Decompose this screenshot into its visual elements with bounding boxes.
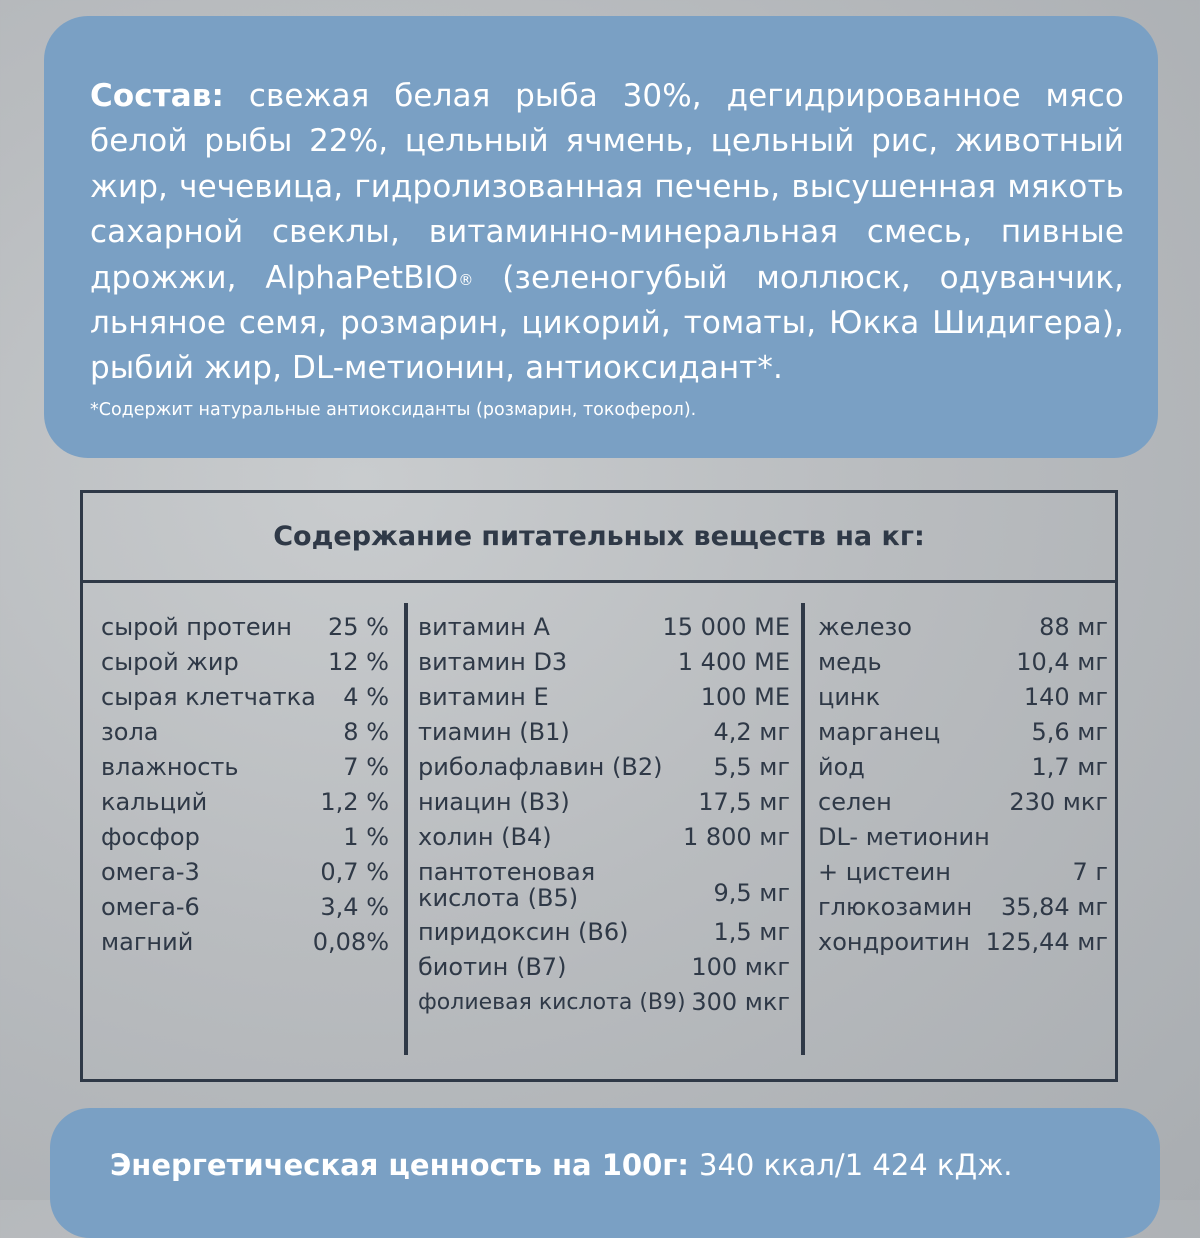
nutrient-value: 35,84 мг (1000, 893, 1108, 921)
nutrient-name: витамин Е (418, 683, 549, 711)
nutrient-value: 5,6 мг (1031, 718, 1108, 746)
nutrient-name: влажность (101, 753, 239, 781)
nutrient-row (418, 645, 790, 680)
nutrient-value: 125,44 мг (985, 928, 1108, 956)
energy-label: Энергетическая ценность на 100г: (110, 1148, 690, 1182)
nutrient-name: тиамин (В1) (418, 718, 570, 746)
nutrient-row (818, 925, 1108, 960)
composition-panel (44, 16, 1158, 458)
nutrient-row (818, 610, 1108, 645)
nutrients-title: Содержание питательных веществ на кг: (83, 493, 1115, 583)
column-divider (404, 603, 408, 1055)
column-divider (801, 603, 805, 1055)
nutrient-value: 4,2 мг (713, 718, 790, 746)
nutrient-name: витамин D3 (418, 648, 568, 676)
nutrient-name: омега-3 (101, 858, 200, 886)
nutrient-name: DL- метионин (818, 823, 990, 851)
nutrient-name: пантотеновая кислота (В5) (418, 858, 596, 912)
registered-mark: ® (458, 270, 474, 289)
nutrient-name: йод (818, 753, 865, 781)
nutrient-name: кальций (101, 788, 208, 816)
nutrient-row (101, 785, 389, 820)
nutrient-value: 3,4 % (320, 893, 389, 921)
nutrient-row (418, 950, 790, 985)
composition-footnote: *Содержит натуральные антиоксиданты (розмарин, токоферол). (90, 399, 697, 420)
nutrient-name: сырой протеин (101, 613, 292, 641)
nutrients-column-2 (418, 610, 790, 1020)
nutrient-value: 0,08% (312, 928, 389, 956)
nutrient-value: 1 800 мг (682, 823, 790, 851)
nutrient-row (101, 645, 389, 680)
nutrient-name: сырой жир (101, 648, 239, 676)
nutrient-name: пиридоксин (В6) (418, 918, 629, 946)
nutrient-row (101, 610, 389, 645)
nutrient-name: селен (818, 788, 892, 816)
composition-label: Состав: (90, 78, 225, 114)
nutrient-value: 1 400 МЕ (677, 648, 790, 676)
energy-panel (50, 1108, 1160, 1238)
nutrients-column-3 (818, 610, 1108, 960)
nutrient-value: 7 % (343, 753, 389, 781)
nutrient-value: 100 МЕ (700, 683, 790, 711)
nutrient-name: фолиевая кислота (В9) (418, 990, 686, 1015)
nutrient-row (818, 890, 1108, 925)
nutrients-table (80, 490, 1118, 1082)
nutrient-row (818, 750, 1108, 785)
nutrient-row (101, 750, 389, 785)
nutrient-row (101, 680, 389, 715)
nutrient-name: фосфор (101, 823, 200, 851)
nutrient-row (101, 925, 389, 960)
nutrient-name: сырая клетчатка (101, 683, 316, 711)
nutrient-value: 230 мкг (1009, 788, 1108, 816)
nutrient-name: зола (101, 718, 159, 746)
nutrient-name: цинк (818, 683, 881, 711)
nutrient-row (101, 820, 389, 855)
nutrient-value: 1,5 мг (713, 918, 790, 946)
nutrient-name: хондроитин (818, 928, 970, 956)
nutrient-row (418, 820, 790, 855)
nutrient-value: 25 % (328, 613, 389, 641)
nutrient-name: витамин А (418, 613, 550, 641)
nutrient-row (818, 820, 1108, 855)
nutrient-name: магний (101, 928, 194, 956)
nutrient-name: риболафлавин (В2) (418, 753, 663, 781)
nutrient-value: 1,7 мг (1031, 753, 1108, 781)
nutrient-row (818, 785, 1108, 820)
composition-ingredients-part2: (зеленогубый моллюск, одуванчик, льняное семя, розмарин, цикорий, томаты, Юкка Шидигера), рыбий жир, DL-метионин, антиоксидант*. (90, 259, 1124, 387)
nutrient-value: 17,5 мг (698, 788, 790, 816)
nutrient-value: 15 000 МЕ (662, 613, 790, 641)
nutrient-row (818, 680, 1108, 715)
nutrient-name: марганец (818, 718, 941, 746)
nutrients-column-1 (101, 610, 389, 960)
nutrient-name: холин (В4) (418, 823, 552, 851)
nutrient-name: железо (818, 613, 912, 641)
nutrient-value: 1 % (343, 823, 389, 851)
nutrient-value: 4 % (343, 683, 389, 711)
nutrient-value: 7 г (1072, 858, 1108, 886)
nutrient-row (818, 715, 1108, 750)
nutrient-name: глюкозамин (818, 893, 973, 921)
nutrient-name: + цистеин (818, 858, 951, 886)
nutrient-value: 100 мкг (691, 953, 790, 981)
nutrient-name: медь (818, 648, 882, 676)
nutrient-name: ниацин (В3) (418, 788, 570, 816)
nutrient-value: 140 мг (1023, 683, 1108, 711)
nutrient-name: омега-6 (101, 893, 200, 921)
nutrient-value: 1,2 % (320, 788, 389, 816)
nutrient-row (418, 610, 790, 645)
nutrient-value: 300 мкг (691, 988, 790, 1016)
nutrient-value: 88 мг (1039, 613, 1108, 641)
composition-ingredients-part1: свежая белая рыба 30%, дегидрированное мясо белой рыбы 22%, цельный ячмень, цельный рис, животный жир, чечевица, гидролизованная печень, высушенная мякоть сахарной свеклы, витаминно-минеральная смесь, пивные дрожжи, AlphaPetBIO (90, 78, 1124, 296)
nutrient-row (418, 785, 790, 820)
nutrient-value: 0,7 % (320, 858, 389, 886)
nutrient-row (818, 645, 1108, 680)
nutrient-row (101, 855, 389, 890)
nutrient-value: 5,5 мг (713, 753, 790, 781)
energy-value: 340 ккал/1 424 кДж. (699, 1148, 1013, 1182)
nutrient-row (418, 915, 790, 950)
nutrient-row (101, 715, 389, 750)
nutrient-row (418, 855, 790, 915)
nutrient-name: биотин (В7) (418, 953, 567, 981)
nutrient-row (101, 890, 389, 925)
nutrient-value: 8 % (343, 718, 389, 746)
nutrient-value: 12 % (328, 648, 389, 676)
nutrient-row (418, 750, 790, 785)
nutrient-value: 9,5 мг (713, 879, 790, 907)
nutrient-value: 10,4 мг (1016, 648, 1108, 676)
nutrient-row (418, 985, 790, 1020)
nutrient-row (418, 715, 790, 750)
nutrient-row (418, 680, 790, 715)
nutrient-row (818, 855, 1108, 890)
composition-text (90, 74, 1124, 392)
